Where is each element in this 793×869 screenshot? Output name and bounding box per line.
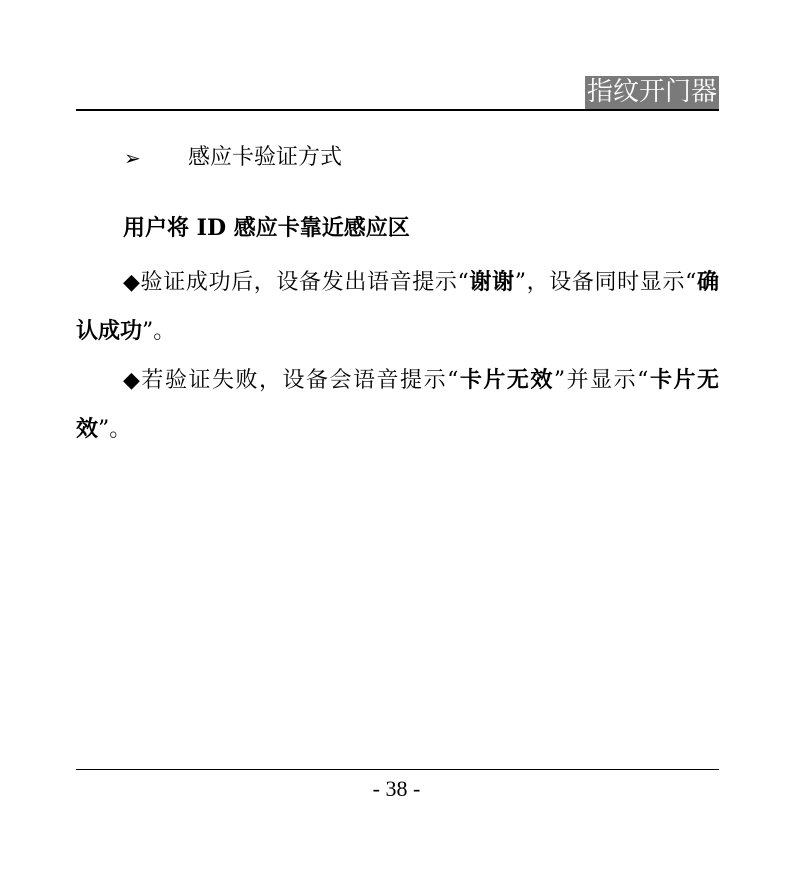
subheading: 用户将 ID 感应卡靠近感应区 — [123, 215, 410, 241]
success-text-1: ◆验证成功后，设备发出语音提示“ — [123, 270, 469, 295]
footer-divider — [76, 769, 719, 770]
paragraph-failure — [76, 356, 719, 454]
failure-voice-prompt: 卡片无效 — [458, 367, 554, 393]
section-heading — [76, 140, 719, 176]
header-product-title: 指纹开门器 — [586, 77, 717, 107]
failure-text-3: ”。 — [98, 417, 132, 442]
success-voice-prompt: 谢谢 — [468, 269, 515, 295]
success-display-message: 确认成功 — [76, 269, 719, 344]
paragraph-success — [76, 258, 719, 356]
failure-display-message: 卡片无效 — [76, 367, 719, 442]
header-divider — [76, 109, 719, 111]
failure-text-2: ”并显示“ — [553, 368, 649, 393]
success-text-3: ”。 — [142, 319, 176, 344]
failure-text-1: ◆若验证失败，设备会语音提示“ — [123, 368, 459, 393]
success-text-2: ”，设备同时显示“ — [514, 270, 697, 295]
page-number: - 38 - — [372, 776, 421, 801]
page-content — [76, 140, 719, 454]
arrow-bullet-icon: ➢ — [124, 146, 141, 170]
section-title: 感应卡验证方式 — [188, 145, 343, 170]
